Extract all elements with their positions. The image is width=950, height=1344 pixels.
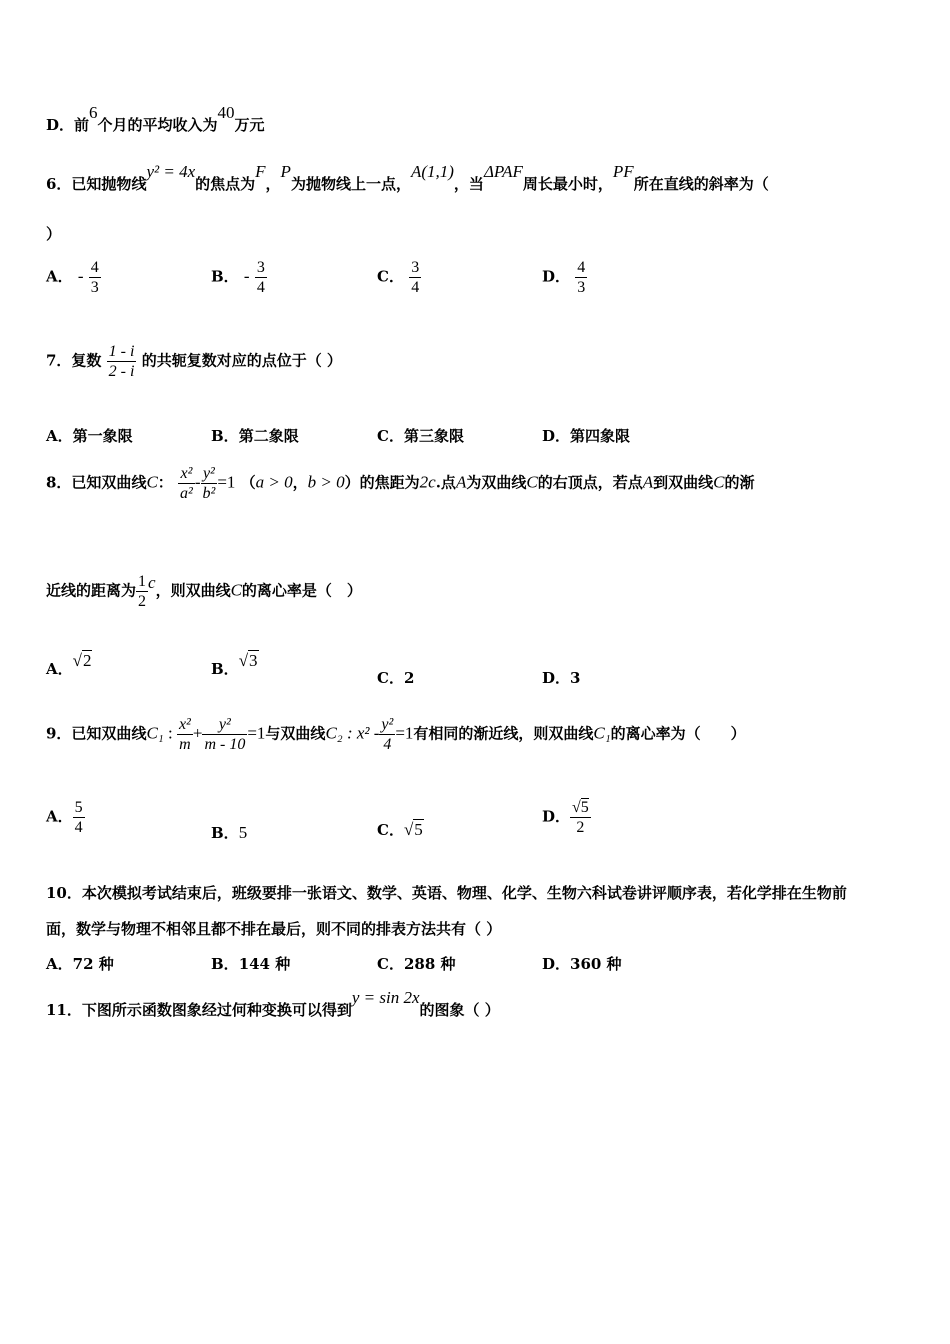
q6-c-label: C．: [377, 267, 404, 286]
q8-stem-g: 的渐: [724, 473, 755, 492]
q6-point-p: P: [280, 162, 291, 181]
q8-option-d[interactable]: D．3: [542, 669, 581, 687]
q9-plus: +: [192, 723, 203, 743]
q8-paren-open: （: [240, 473, 256, 492]
q11-stem-a: 11．下图所示函数图象经过何种变换可以得到: [46, 1001, 352, 1019]
q8-stem-line2: [46, 572, 362, 611]
q6-stem-d: ，当: [453, 175, 484, 193]
q9-frac-x2-m: $\frac{\text{x²}}{m}$: [178, 716, 191, 753]
q7-stem-a: 7．复数: [46, 351, 102, 370]
q8-cond-sep: ，: [292, 473, 308, 492]
q11-stem: [46, 988, 500, 1020]
q6-comma: ，: [265, 175, 281, 193]
q7-fraction: $\frac{1 - i}{2 - i}$: [108, 343, 135, 380]
q6-b-sign: -: [243, 266, 250, 286]
q9-stem-b: 与双曲线: [265, 724, 326, 743]
q6-stem-a: 6．已知抛物线: [46, 175, 147, 193]
q5-d-number-6: 6: [89, 103, 98, 122]
q10-option-d[interactable]: D．360 种: [542, 955, 622, 973]
q8-curve-c-2: C: [526, 472, 538, 492]
q6-a-label: A．: [46, 267, 73, 286]
q6-option-d[interactable]: [542, 258, 587, 297]
q9-equals-1: =1: [247, 723, 266, 743]
q8-2c: 2c: [419, 472, 436, 492]
q8-stem-d: 为双曲线: [466, 473, 527, 492]
q8-option-c[interactable]: C．2: [377, 669, 415, 687]
q8-stem: [46, 464, 754, 503]
q8-minus: -: [194, 472, 201, 492]
q9-colon: :: [163, 723, 177, 743]
q6-a-fraction: $\frac{4}{3}$: [90, 259, 99, 296]
q6-parabola-eq: y² = 4x: [146, 162, 196, 181]
q6-line-pf: PF: [612, 162, 634, 181]
q6-stem-e: 周长最小时，: [522, 175, 613, 193]
q8-option-b[interactable]: B．√3: [211, 651, 258, 678]
q8-equals-1: =1: [217, 472, 236, 492]
q8-stem-e: 的右顶点，若点: [537, 473, 643, 492]
q9-stem-d: 的离心率为（ ）: [610, 724, 746, 743]
q9-c2-eq: : x² -: [342, 723, 380, 743]
q6-stem-c: 为抛物线上一点，: [290, 175, 411, 193]
q9-option-b[interactable]: B．5: [211, 823, 248, 842]
q10-stem-line2: 面，数学与物理不相邻且都不排在最后，则不同的排表方法共有（ ）: [46, 920, 502, 938]
q6-stem-b: 的焦点为: [195, 175, 256, 193]
q5-d-text: 个月的平均收入为: [97, 116, 218, 134]
q8-stem-b: ）的焦距为: [344, 473, 420, 492]
q9-frac-y2-m10: $\frac{\text{y²}}{m - 10}$: [204, 716, 246, 753]
q6-stem-f: 所在直线的斜率为（: [633, 175, 769, 193]
q8-line2-c: 的离心率是（ ）: [241, 581, 362, 600]
q6-b-fraction: $\frac{3}{4}$: [256, 259, 265, 296]
q7-option-c[interactable]: C．第三象限: [377, 427, 464, 445]
q7-stem-b: 的共轭复数对应的点位于（ ）: [141, 351, 342, 370]
q8-frac-x2-a2: $\frac{\text{x²}}{\text{a²}}$: [180, 465, 193, 502]
q6-focus-f: F: [255, 162, 266, 181]
q8-point-a: A: [455, 472, 467, 492]
q6-c-fraction: $\frac{3}{4}$: [411, 259, 420, 296]
q9-frac-y2-4: $\frac{\text{y²}}{4}$: [381, 716, 394, 753]
q10-option-c[interactable]: C．288 种: [377, 955, 456, 973]
q8-cond-b: b > 0: [307, 472, 345, 492]
q9-stem-a: 9．已知双曲线: [46, 724, 147, 743]
q8-curve-c-4: C: [230, 580, 242, 600]
q11-stem-b: 的图象（ ）: [419, 1001, 500, 1019]
q7-option-a[interactable]: A．第一象限: [46, 427, 133, 445]
q6-triangle: ΔPAF: [483, 162, 523, 181]
q8-line2-b: ，则双曲线: [155, 581, 231, 600]
q6-option-b[interactable]: [211, 258, 267, 297]
q9-curve-c2: C₂: [325, 723, 343, 743]
q6-stem: [46, 162, 769, 194]
q6-a-sign: -: [77, 266, 84, 286]
q6-option-c[interactable]: [377, 258, 421, 297]
q6-point-a: A(1,1): [410, 162, 454, 181]
q10-option-b[interactable]: B．144 种: [211, 955, 291, 973]
q8-curve-c-3: C: [713, 472, 725, 492]
q9-equals-1-b: =1: [395, 723, 414, 743]
q6-b-label: B．: [211, 267, 239, 286]
q8-option-a[interactable]: A．√2: [46, 651, 92, 678]
q8-line2-a: 近线的距离为: [46, 581, 137, 600]
q5-d-unit: 万元: [234, 116, 265, 134]
q7-option-b[interactable]: B．第二象限: [211, 427, 299, 445]
q9-curve-c1-b: C₁: [593, 723, 611, 743]
q10-option-a[interactable]: A．72 种: [46, 955, 114, 973]
q8-point-a-2: A: [642, 472, 654, 492]
q9-stem: [46, 715, 746, 754]
q8-half-c: c: [148, 572, 156, 592]
q8-frac-y2-b2: $\frac{\text{y²}}{\text{b²}}$: [202, 465, 216, 502]
q9-stem-c: 有相同的渐近线，则双曲线: [413, 724, 594, 743]
q7-stem: [46, 342, 342, 381]
q11-equation: y = sin 2x: [351, 988, 420, 1007]
q8-colon: ：: [157, 473, 173, 492]
q5-d-label: D．前: [46, 116, 90, 134]
q9-option-a[interactable]: A． $\frac{5}{4}$: [46, 799, 83, 836]
q9-option-c[interactable]: C．√5: [377, 820, 423, 839]
q9-option-d[interactable]: D． $\frac{√5}{2}$: [542, 799, 589, 836]
q7-option-d[interactable]: D．第四象限: [542, 427, 631, 445]
q8-stem-c: .点: [435, 473, 456, 492]
q6-close-paren: ）: [46, 225, 62, 243]
q6-d-fraction: $\frac{4}{3}$: [577, 259, 586, 296]
q5-d-number-40: 40: [217, 103, 235, 122]
q5-option-d: [46, 103, 265, 135]
q6-d-label: D．: [542, 267, 571, 286]
q6-option-a[interactable]: [46, 258, 101, 297]
q9-curve-c1: C₁: [146, 723, 164, 743]
q8-half: $\frac{1}{2}$: [138, 573, 147, 610]
q8-cond-a: a > 0: [255, 472, 293, 492]
q10-stem-line1: 10．本次模拟考试结束后，班级要排一张语文、数学、英语、物理、化学、生物六科试卷讲评顺序表，若化学排在生物前: [46, 884, 847, 902]
q8-stem-f: 到双曲线: [653, 473, 714, 492]
q8-curve-c: C: [146, 472, 158, 492]
q8-stem-a: 8．已知双曲线: [46, 473, 147, 492]
